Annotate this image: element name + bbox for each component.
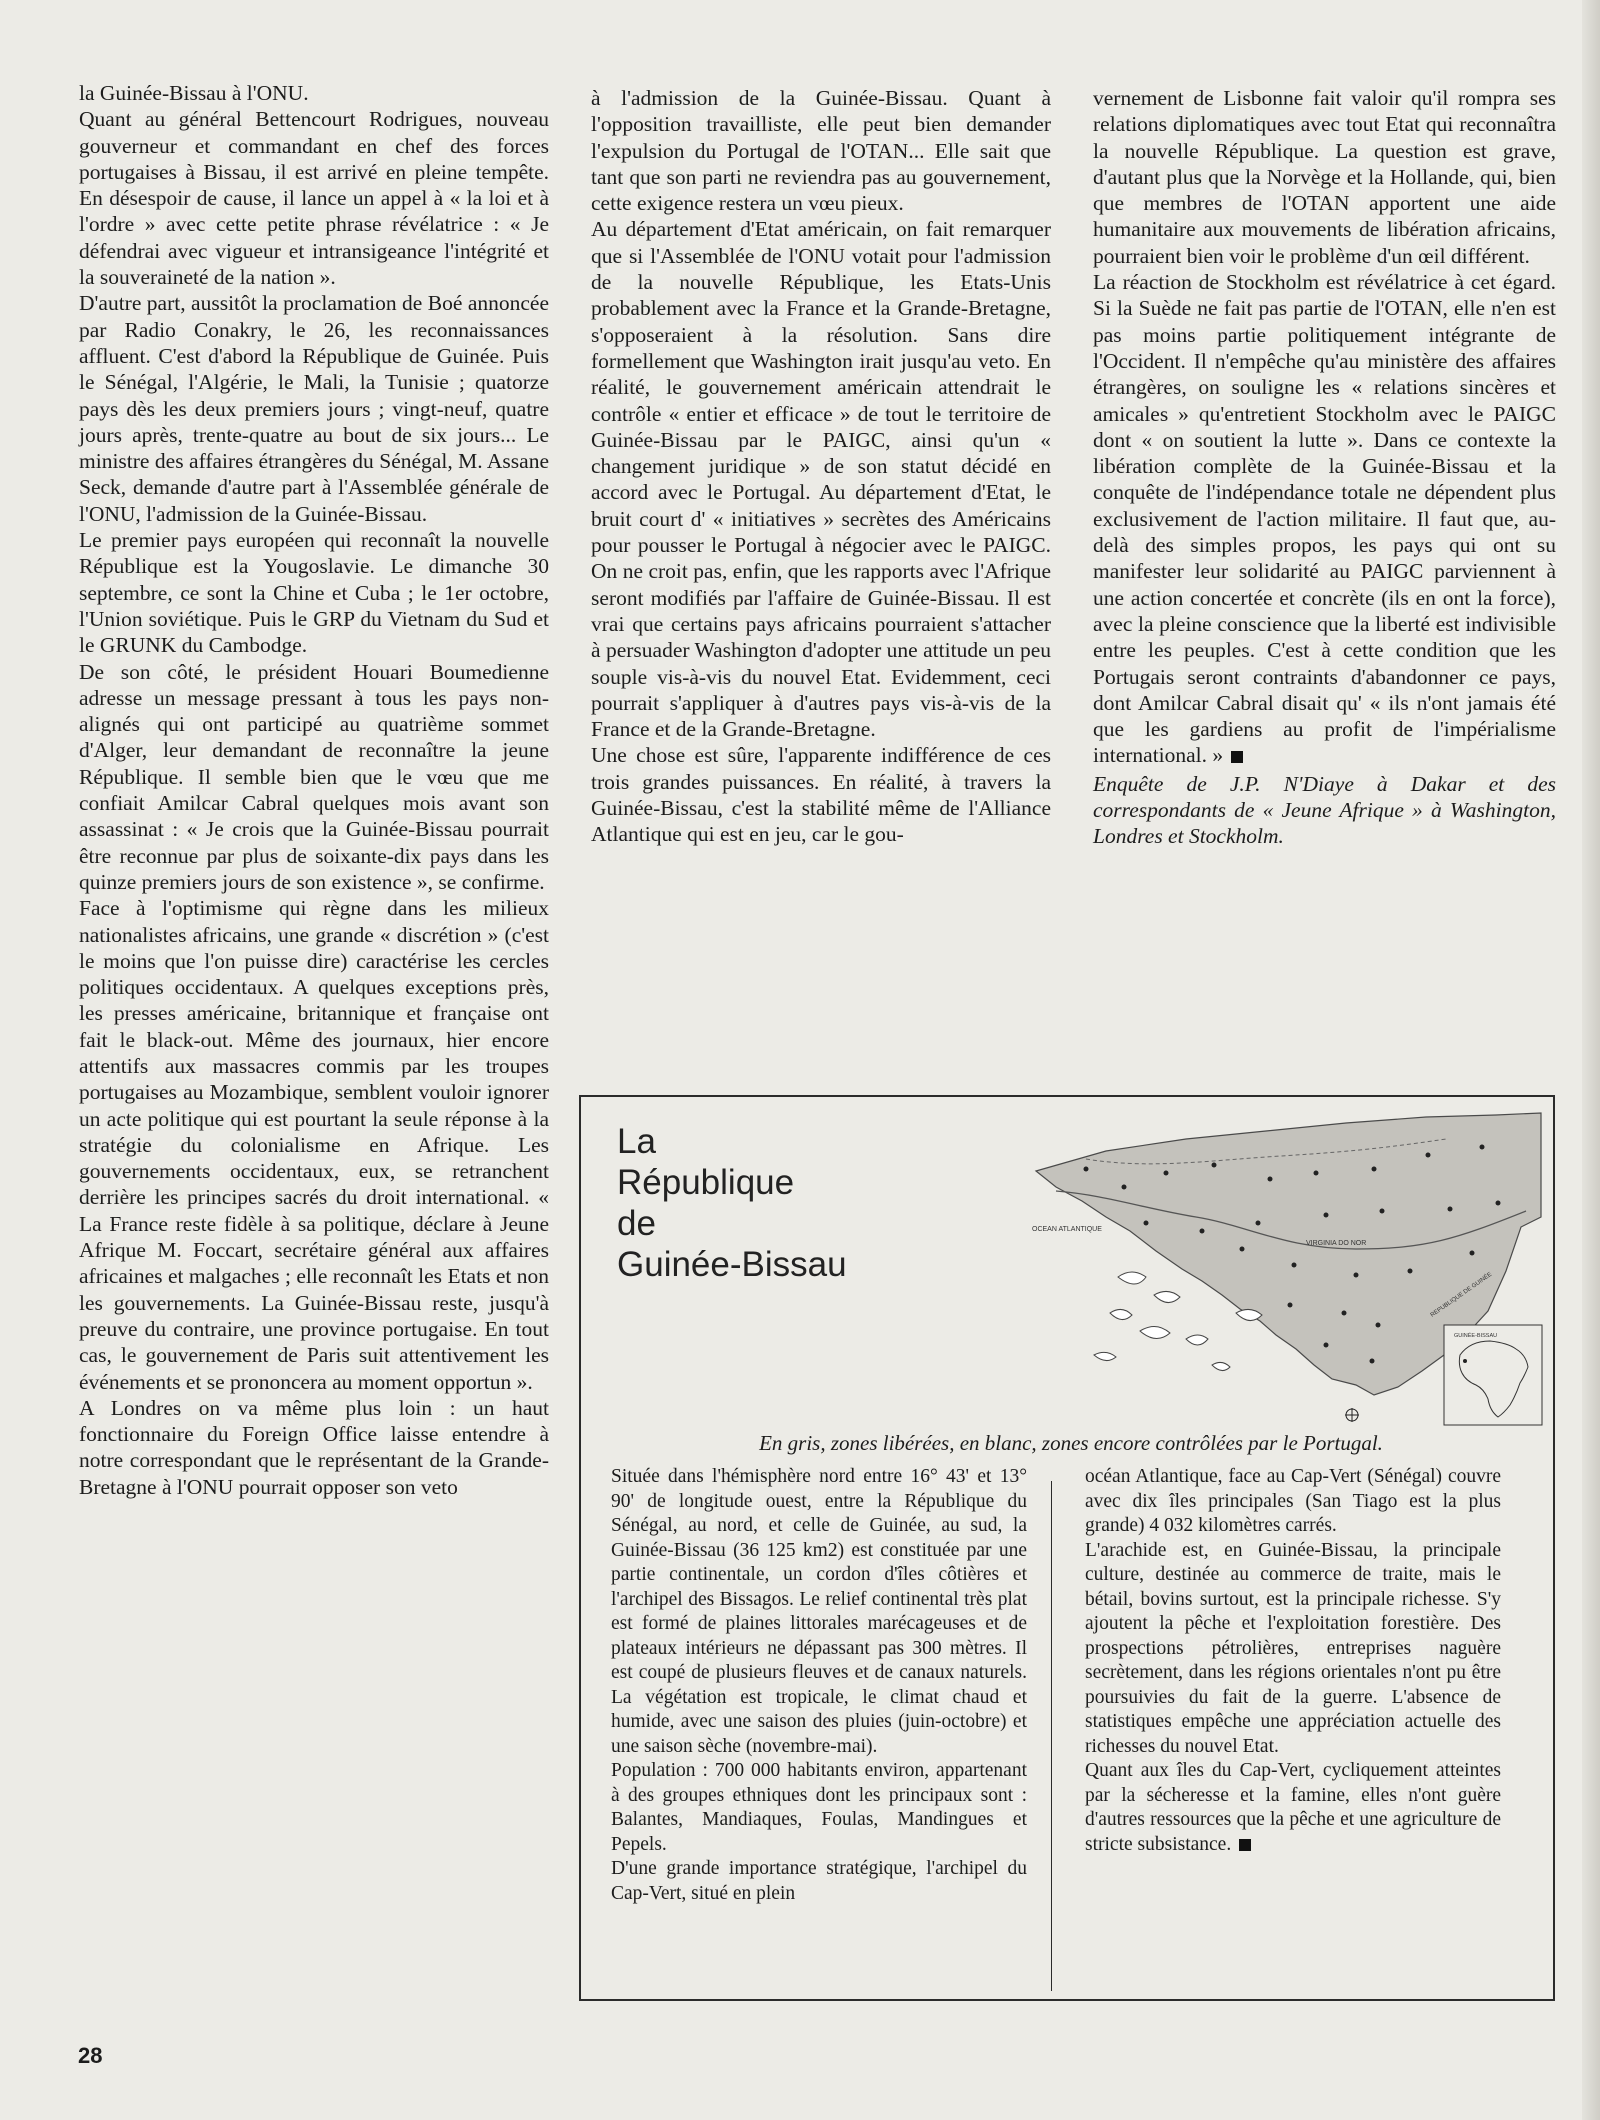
end-square-icon — [1231, 751, 1243, 763]
island-shape — [1094, 1352, 1116, 1360]
island-shape — [1118, 1272, 1146, 1284]
paragraph: Au département d'Etat américain, on fait remarquer que si l'Assemblée de l'ONU votait pour l'admission de la nouvelle République, les Etats-Unis probablement avec la France et la Grande-Bretagne, s'opposeraient à la résolution. Sans dire formellement que Washington irait jusqu'au veto. En réalité, le gouvernement américain attendrait le contrôle « entier et efficace » de tout le territoire de Guinée-Bissau par le PAIGC, ainsi qu'un « changement juridique » de son statut décidé en accord avec le Portugal. Au département d'Etat, le bruit court d' « initiatives » secrètes des Américains pour pousser le Portugal à négocier avec le PAIGC. On ne croit pas, enfin, que les rapports avec l'Afrique seront modifiés par l'affaire de Guinée-Bissau. Il est vrai que certains pays africains pourraient s'attacher à persuader Washington d'adopter une attitude un peu souple vis-à-vis du nouvel Etat. Evidemment, ceci pourrait s'appliquer à d'autres pays vis-à-vis de la France et de la Grande-Bretagne. — [591, 217, 1051, 742]
paragraph: D'autre part, aussitôt la proclamation de Boé annoncée par Radio Conakry, le 26, les reconnaissances affluent. C'est d'abord la République de Guinée. Puis le Sénégal, l'Algérie, le Mali, la Tunisie ; quatorze pays dès les deux premiers jours ; vingt-neuf, quatre jours après, trente-quatre au bout de six jours... Le ministre des affaires étrangères du Sénégal, M. Assane Seck, demande d'autre part à l'Assemblée générale de l'ONU, l'admission de la Guinée-Bissau. — [79, 291, 549, 526]
article-column-3 — [1093, 85, 1556, 850]
map-label-region: VIRGINIA DO NOR — [1306, 1240, 1367, 1247]
paragraph: Une chose est sûre, l'apparente indifférence de ces trois grandes puissances. En réalité, à travers la Guinée-Bissau, c'est la stabilité même de l'Alliance Atlantique qui est en jeu, car le gou- — [591, 743, 1051, 847]
paragraph: Quant au général Bettencourt Rodrigues, nouveau gouverneur et commandant en chef des forces portugaises à Bissau, il est arrivé en pleine tempête. En désespoir de cause, il lance un appel à « la loi et à l'ordre » avec cette petite phrase révélatrice : « Je défendrai avec vigueur et intransigeance l'intégrité et la souveraineté de la nation ». — [79, 107, 549, 290]
inset-label: GUINÉE-BISSAU — [1454, 1333, 1498, 1339]
paragraph: vernement de Lisbonne fait valoir qu'il rompra ses relations diplomatiques avec tout Etat qui reconnaîtra la nouvelle République. La question est grave, d'autant plus que la Norvège et la Hollande, qui, bien que membres de l'OTAN apportent une aide humanitaire aux mouvements de libération africains, pourraient bien voir le problème d'un œil différent. — [1093, 86, 1556, 268]
title-line: République — [617, 1163, 795, 1202]
paragraph: D'une grande importance stratégique, l'archipel du Cap-Vert, situé en plein — [611, 1858, 1027, 1904]
article-signature: Enquête de J.P. N'Diaye à Dakar et des correspondants de « Jeune Afrique » à Washington, Londres et Stockholm. — [1093, 771, 1556, 849]
paragraph: la Guinée-Bissau à l'ONU. — [79, 81, 309, 105]
info-box — [579, 1095, 1555, 2001]
article-column-1 — [79, 80, 549, 1500]
paragraph — [1093, 269, 1556, 769]
box-column-1 — [611, 1465, 1027, 1906]
island-shape — [1140, 1326, 1170, 1338]
island-shape — [1154, 1291, 1180, 1302]
title-line: de — [617, 1204, 656, 1243]
paragraph: océan Atlantique, face au Cap-Vert (Sénégal) couvre avec dix îles principales (San Tiago est la plus grande) 4 032 kilomètres carrés. — [1085, 1466, 1501, 1536]
paragraph: Population : 700 000 habitants environ, appartenant à des groupes ethniques dont les principaux sont : Balantes, Mandiaques, Foulas, Mandingues et Pepels. — [611, 1760, 1027, 1855]
map-label-ocean: OCEAN ATLANTIQUE — [1032, 1226, 1102, 1233]
paragraph: à l'admission de la Guinée-Bissau. Quant à l'opposition travailliste, elle peut bien demander l'expulsion du Portugal de l'OTAN... Elle sait que tant que son parti ne reviendra pas au gouvernement, cette exigence restera un vœu pieux. — [591, 86, 1051, 216]
box-title — [617, 1121, 847, 1285]
article-column-2 — [591, 85, 1051, 848]
map-label-neighbor: REPUBLIQUE DE GUINÉE — [1429, 1271, 1494, 1319]
title-line: Guinée-Bissau — [617, 1245, 847, 1284]
map-caption: En gris, zones libérées, en blanc, zones encore contrôlées par le Portugal. — [759, 1431, 1383, 1455]
island-shape — [1212, 1362, 1230, 1370]
page-number: 28 — [78, 2043, 103, 2068]
island-shape — [1186, 1335, 1208, 1345]
paragraph: Le premier pays européen qui reconnaît la nouvelle République est la Yougoslavie. Le dimanche 30 septembre, ce sont la Chine et Cuba ; le 1er octobre, l'Union soviétique. Puis le GRP du Vietnam du Sud et le GRUNK du Cambodge. — [79, 528, 549, 658]
paragraph-text: La réaction de Stockholm est révélatrice à cet égard. Si la Suède ne fait pas partie de l'OTAN, elle n'en est pas moins partie politiquement intégrante de l'Occident. Il n'empêche qu'au ministère des affaires étrangères, on souligne les « relations sincères et amicales » qu'entretient Stockholm avec le PAIGC dont « on soutient la lutte ». Dans ce contexte la libération complète de la Guinée-Bissau et la conquête de l'indépendance totale ne dépendent plus exclusivement de l'action militaire. Il faut que, au-delà des simples propos, les pays qui ont su manifester leur solidarité au PAIGC parviennent à une action concertée et concrète (ils en ont la force), avec la pleine conscience que la liberté est indivisible entre les peuples. C'est à cette condition que les Portugais seront contraints d'abandonner ce pays, dont Amilcar Cabral disait qu' « ils n'ont jamais été que les gardiens au profit de l'impérialisme international. » — [1093, 270, 1556, 768]
guinea-bissau-map — [1026, 1099, 1548, 1429]
title-line: La — [617, 1122, 656, 1161]
compass-cross — [1345, 1408, 1359, 1422]
column-divider — [1051, 1481, 1052, 1991]
box-column-2 — [1085, 1465, 1501, 1857]
island-shape — [1110, 1309, 1132, 1319]
location-marker — [1463, 1359, 1467, 1363]
paragraph — [1085, 1759, 1501, 1857]
paragraph: Face à l'optimisme qui règne dans les milieux nationalistes africains, une grande « discrétion » (c'est le moins que l'on puisse dire) caractérise les cercles politiques occidentaux. A quelques exceptions près, les presses américaine, britannique et française ont fait le black-out. Même des journaux, hier encore attentifs aux massacres commis par les troupes portugaises au Mozambique, semblent vouloir ignorer un acte politique qui est pourtant la seule réponse à la stratégie du colonialisme en Afrique. Les gouvernements occidentaux, eux, se retranchent derrière les principes sacrés du droit international. « La France reste fidèle à sa politique, déclare à Jeune Afrique M. Foccart, secrétaire général aux affaires africaines et malgaches ; elle reconnaît les Etats et non les gouvernements. La Guinée-Bissau reste, jusqu'à preuve du contraire, une province portugaise. En tout cas, le gouvernement de Paris suit attentivement les événements et se prononcera au moment opportun ». — [79, 896, 549, 1394]
paragraph: De son côté, le président Houari Boumedienne adresse un message pressant à tous les pays non-alignés qui ont participé au quatrième sommet d'Alger, leur demandant de reconnaître la jeune République. Il semble bien que le vœu que me confiait Amilcar Cabral quelques mois avant son assassinat : « Je crois que la Guinée-Bissau pourrait être reconnue par plus de soixante-dix pays dans les quinze premiers jours de son existence », se confirme. — [79, 659, 549, 894]
paragraph: L'arachide est, en Guinée-Bissau, la principale culture, destinée au commerce de traite, mais le bétail, bovins surtout, est la principale richesse. S'y ajoutent la pêche et l'exploitation forestière. Des prospections pétrolières, entreprises naguère secrètement, dans les régions orientales n'ont pu être poursuivies du fait de la guerre. L'absence de statistiques empêche une appréciation actuelle des richesses du nouvel Etat. — [1085, 1539, 1501, 1757]
paragraph-text: Quant aux îles du Cap-Vert, cycliquement atteintes par la sécheresse et la famine, elles n'ont guère d'autres ressources que la pêche et une agriculture de stricte subsistance. — [1085, 1760, 1501, 1855]
end-square-icon — [1239, 1839, 1251, 1851]
paragraph: A Londres on va même plus loin : un haut fonctionnaire du Foreign Office laisse entendre à notre correspondant que le représentant de la Grande-Bretagne à l'ONU pourrait opposer son veto — [79, 1395, 549, 1499]
page-edge — [1582, 0, 1600, 2120]
paragraph: Située dans l'hémisphère nord entre 16° 43' et 13° 90' de longitude ouest, entre la République du Sénégal, au nord, et celle de Guinée, au sud, la Guinée-Bissau (36 125 km2) est constituée par une partie continentale, un cordon d'îles côtières et l'archipel des Bissagos. Le relief continental très plat est formé de plaines littorales marécageuses et de plateaux intérieurs ne dépassant pas 300 mètres. Il est coupé de plusieurs fleuves et de canaux naturels. La végétation est tropicale, le climat chaud et humide, avec une saison des pluies (juin-octobre) et une saison sèche (novembre-mai). — [611, 1466, 1027, 1757]
